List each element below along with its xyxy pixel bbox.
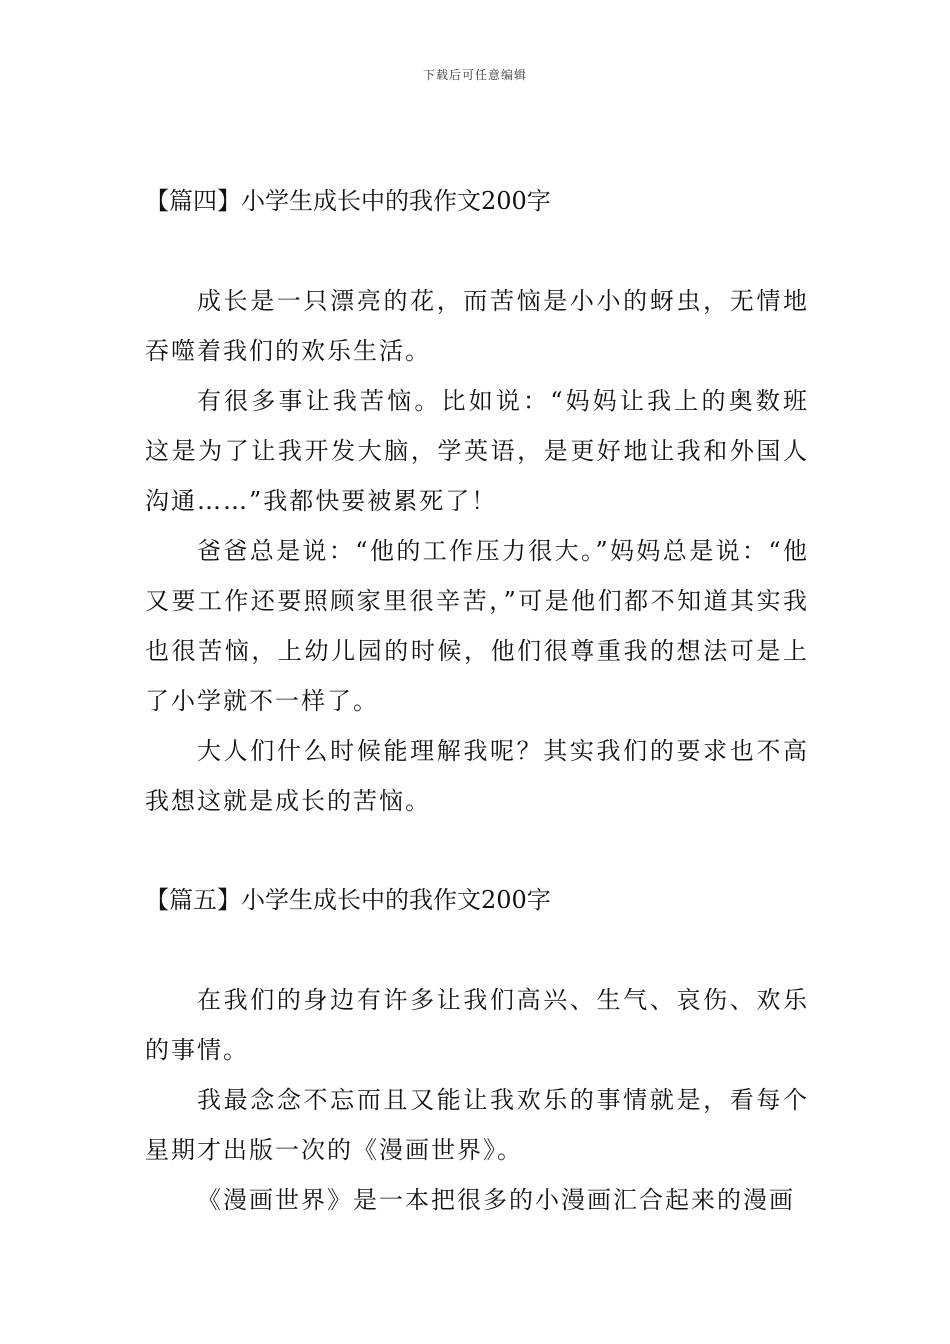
section-5-paragraph-1: 在我们的身边有许多让我们高兴、生气、哀伤、欢乐的事情。 (145, 986, 809, 1064)
section-5-paragraph-2: 我最念念不忘而且又能让我欢乐的事情就是，看每个星期才出版一次的《漫画世界》。 (145, 1086, 809, 1164)
document-body (145, 176, 809, 1225)
section-4-paragraph-2: 有很多事让我苦恼。比如说：“妈妈让我上的奥数班这是为了让我开发大脑，学英语，是更好地让我和外国人沟通……”我都快要被累死了！ (145, 387, 809, 515)
section-4-paragraph-3: 爸爸总是说：“他的工作压力很大。”妈妈总是说：“他又要工作还要照顾家里很辛苦，”可是他们都不知道其实我也很苦恼，上幼儿园的时候，他们很尊重我的想法可是上了小学就不一样了。 (145, 537, 809, 715)
section-4-paragraph-1: 成长是一只漂亮的花，而苦恼是小小的蚜虫，无情地吞噬着我们的欢乐生活。 (145, 287, 809, 365)
section-4-paragraph-4: 大人们什么时候能理解我呢？其实我们的要求也不高我想这就是成长的苦恼。 (145, 737, 809, 815)
section-5-title: 【篇五】小学生成长中的我作文200字 (145, 886, 551, 914)
page-header-note: 下载后可任意编辑 (422, 68, 527, 82)
section-5-paragraph-3: 《漫画世界》是一本把很多的小漫画汇合起来的漫画 (197, 1186, 795, 1214)
section-4-title: 【篇四】小学生成长中的我作文200字 (145, 187, 551, 215)
